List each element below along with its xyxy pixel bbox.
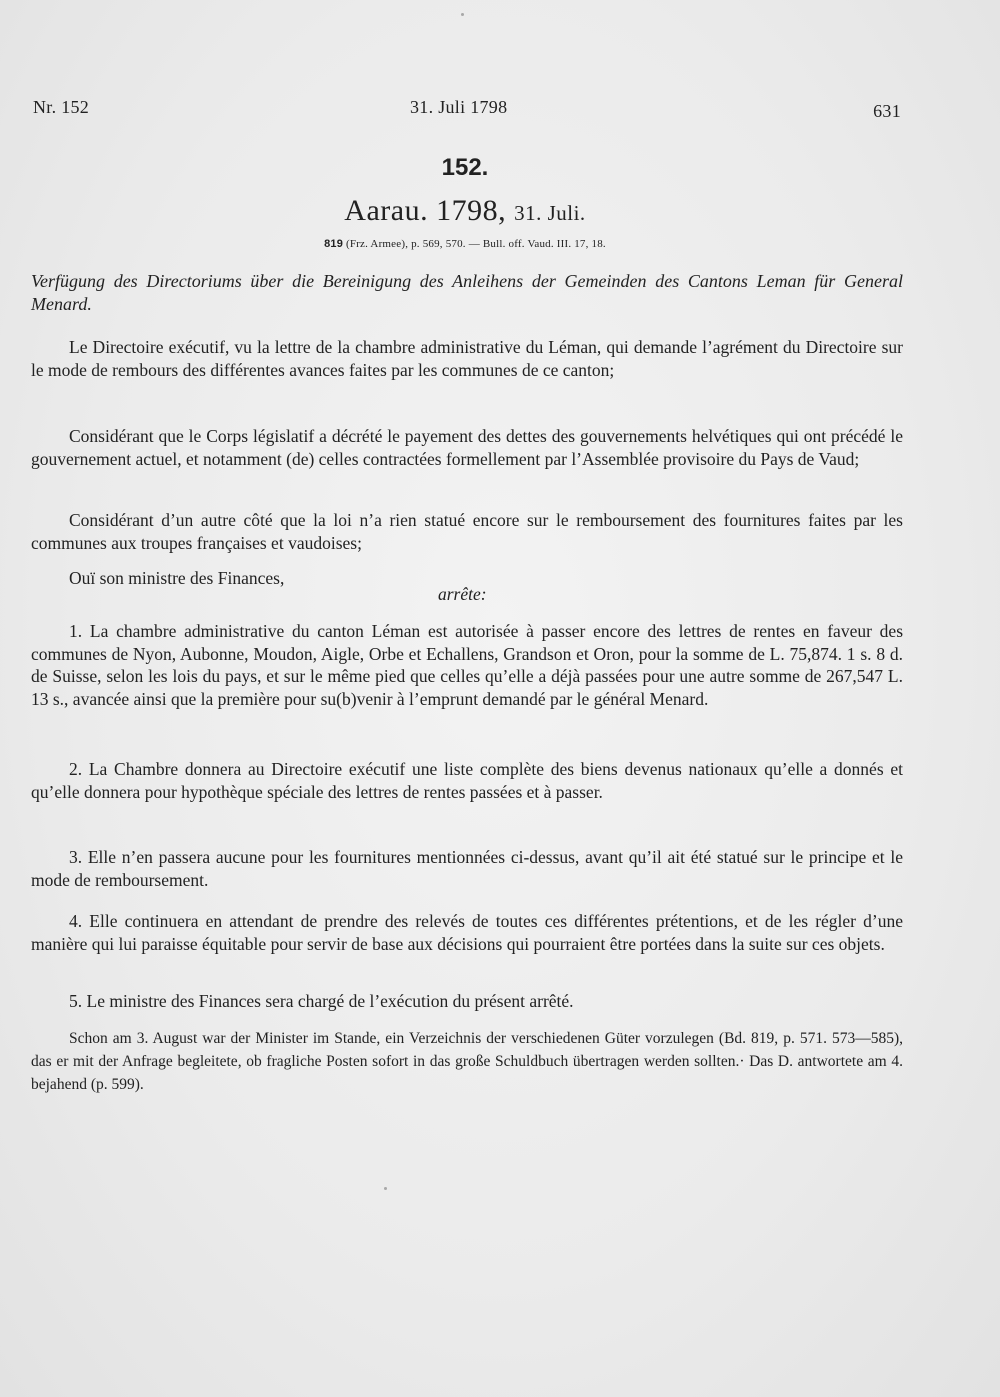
running-head	[33, 97, 901, 127]
date-header: 31. Juli 1798	[410, 97, 508, 117]
arrete-heading: arrête:	[438, 584, 487, 604]
source-details: (Frz. Armee), p. 569, 570. — Bull. off. Vaud. III. 17, 18.	[346, 238, 606, 250]
article-2: 2. La Chambre donnera au Directoire exécutif une liste complète des biens devenus nationaux qu’elle a donnés et qu’elle donnera pour hypothèque spéciale des lettres de rentes passées et à passer.	[31, 759, 903, 802]
paragraph-considerant-1: Considérant que le Corps législatif a décrété le payement des dettes des gouvernements helvétiques qui ont précédé le gouvernement actuel, et notamment (de) celles contractées formellement par l’Assemblée provisoire du Pays de Vaud;	[31, 426, 903, 469]
article-5: 5. Le ministre des Finances sera chargé de l’exécution du présent arrêté.	[69, 991, 574, 1011]
source-reference	[0, 238, 930, 250]
paper-speck	[461, 13, 464, 16]
article-1: 1. La chambre administrative du canton Léman est autorisée à passer encore des lettres de rentes en faveur des communes de Nyon, Aubonne, Moudon, Aigle, Orbe et Echallens, Grandson et Oron, pour la somme de L. 75,874. 1 s. 8 d. de Suisse, selon les lois du pays, et sur le même pied que celles qu’elle a déjà passées pour une autre somme de 267,547 L. 13 s., avancée ainsi que la première pour su(b)venir à l’emprunt demandé par le général Menard.	[31, 621, 903, 709]
article-3: 3. Elle n’en passera aucune pour les fournitures mentionnées ci-dessus, avant qu’il ait été statué sur le principe et le mode de remboursement.	[31, 847, 903, 890]
article-4: 4. Elle continuera en attendant de prendre des relevés de toutes ces différentes prétentions, et de les régler d’une manière qui lui paraisse équitable pour servir de base aux décisions qui pourraient être portées dans la suite sur ces objets.	[31, 911, 903, 954]
document-number-header: Nr. 152	[33, 97, 90, 117]
place-date-line	[0, 194, 930, 228]
document-number: 152.	[441, 154, 489, 181]
paper-speck	[384, 1187, 387, 1190]
paragraph-considerant-2: Considérant d’un autre côté que la loi n’a rien statué encore sur le remboursement des fournitures faites par les communes aux troupes françaises et vaudoises;	[31, 510, 903, 553]
page-number: 631	[873, 101, 901, 121]
source-number: 819	[324, 238, 344, 250]
document-headline: Verfügung des Directoriums über die Bereinigung des Anleihens der Gemeinden des Cantons Leman für General Menard.	[31, 271, 903, 314]
paragraph-preamble: Le Directoire exécutif, vu la lettre de la chambre administrative du Léman, qui demande l’agrément du Directoire sur le mode de rembours des différentes avances faites par les communes de ce canton;	[31, 337, 903, 380]
year: 1798,	[436, 194, 507, 227]
date: 31. Juli.	[514, 201, 586, 225]
place: Aarau.	[344, 194, 429, 227]
paragraph-oui: Ouï son ministre des Finances,	[69, 568, 285, 588]
editorial-note: Schon am 3. August war der Minister im Stande, ein Verzeichnis der verschiedenen Güter vorzulegen (Bd. 819, p. 571. 573—585), das er mit der Anfrage begleitete, ob fragliche Posten sofort in das große Schuldbuch übertragen werden sollten.· Das D. antwortete am 4. bejahend (p. 599).	[31, 1030, 903, 1093]
